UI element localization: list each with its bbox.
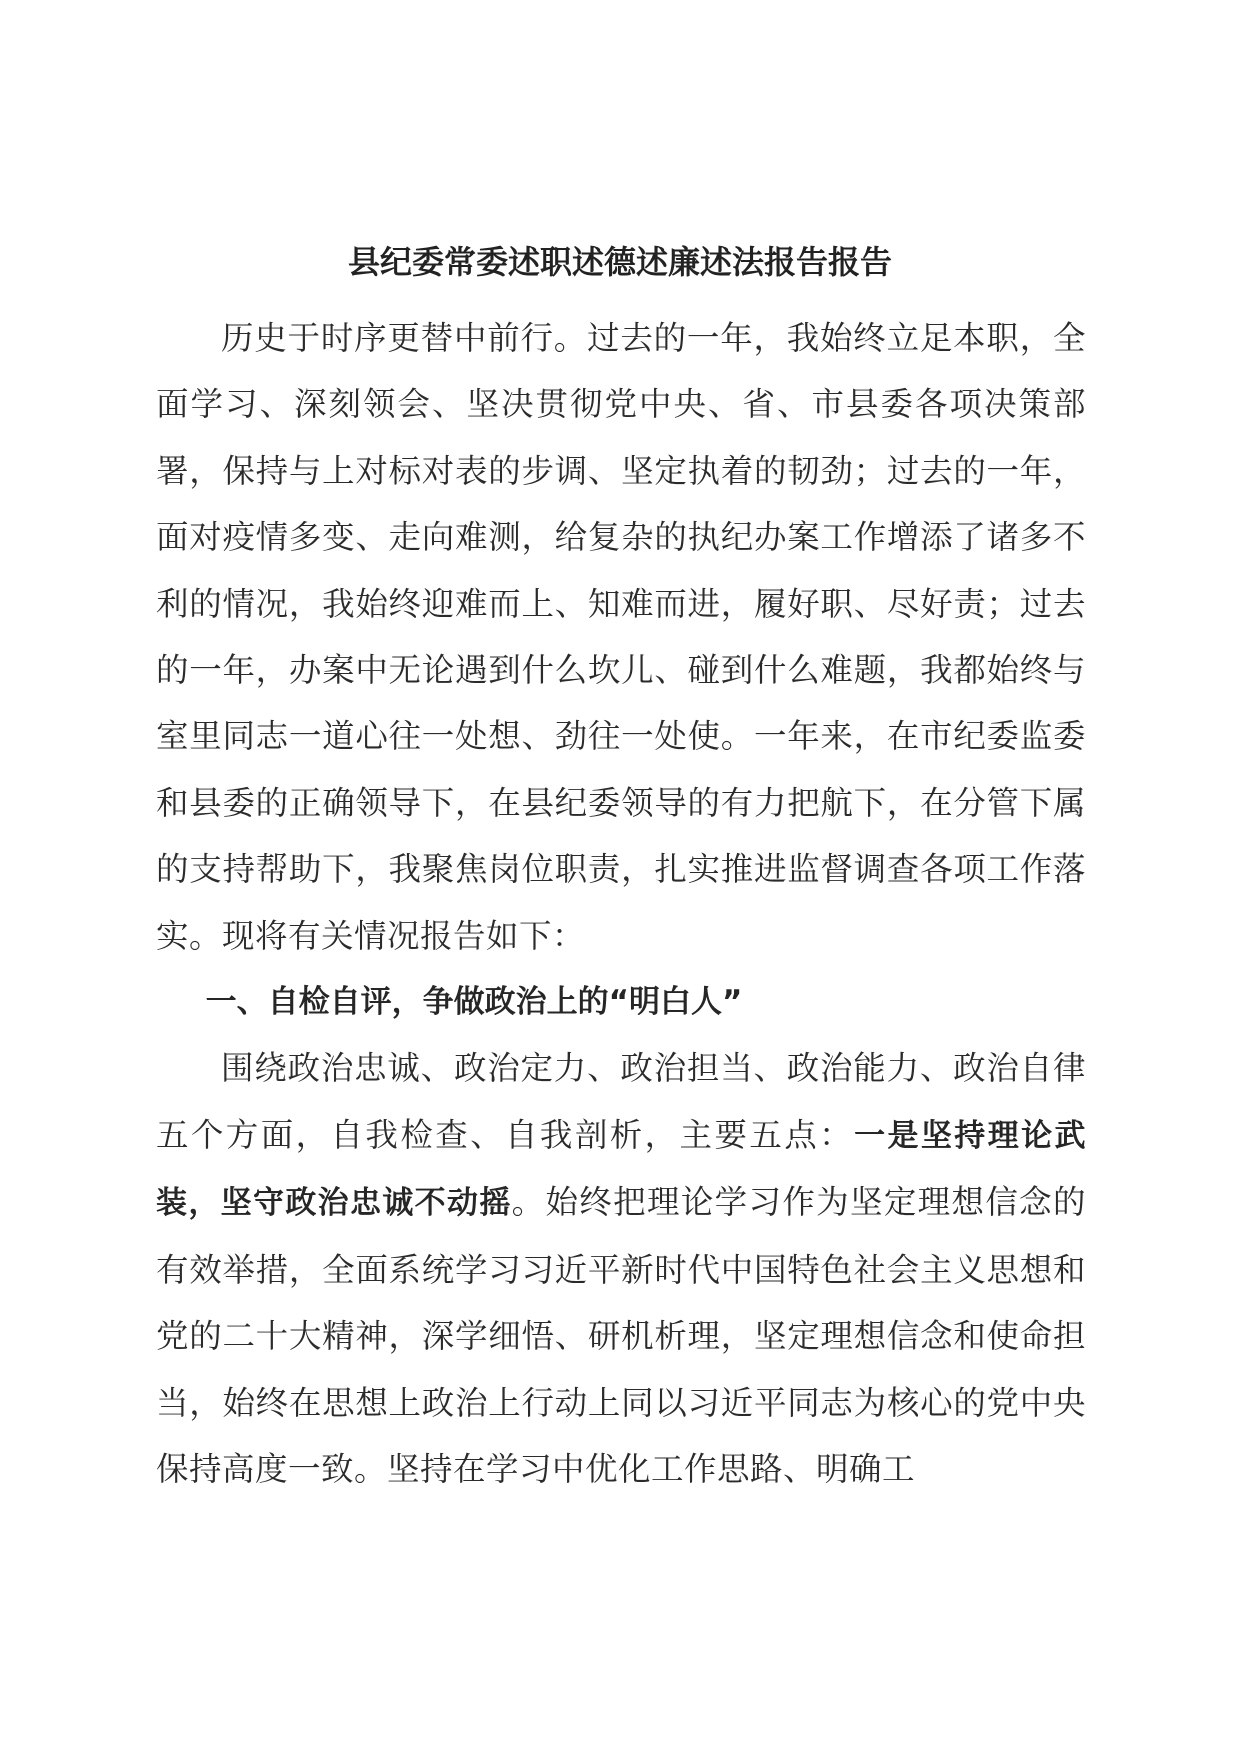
- paragraph-bold-lead: 一是坚持理论武装，坚守政治忠诚不动摇: [156, 1117, 1086, 1222]
- document-title: 县纪委常委述职述德述廉述法报告报告: [347, 243, 892, 281]
- section-heading-1: 一、自检自评，争做政治上的“明白人”: [205, 984, 743, 1021]
- document-body: [156, 305, 1086, 1502]
- paragraph-intro-text: 围绕政治忠诚、政治定力、政治担当、政治能力、政治自律五个方面，自我检查、自我剖析，主要五点：: [156, 1049, 1086, 1154]
- paragraph-body-text: 。始终把理论学习作为坚定理想信念的有效举措，全面系统学习习近平新时代中国特色社会主义思想和党的二十大精神，深学细悟、研机析理，坚定理想信念和使命担当，始终在思想上政治上行动上同以习近平同志为核心的党中央保持高度一致。坚持在学习中优化工作思路、明确工: [156, 1183, 1086, 1488]
- intro-paragraph: 历史于时序更替中前行。过去的一年，我始终立足本职，全面学习、深刻领会、坚决贯彻党中央、省、市县委各项决策部署，保持与上对标对表的步调、坚定执着的韧劲；过去的一年，面对疫情多变、走向难测，给复杂的执纪办案工作增添了诸多不利的情况，我始终迎难而上、知难而进，履好职、尽好责；过去的一年，办案中无论遇到什么坎儿、碰到什么难题，我都始终与室里同志一道心往一处想、劲往一处使。一年来，在市纪委监委和县委的正确领导下，在县纪委领导的有力把航下，在分管下属的支持帮助下，我聚焦岗位职责，扎实推进监督调查各项工作落实。现将有关情况报告如下：: [156, 319, 1086, 955]
- section-1-paragraph: [156, 1035, 1086, 1502]
